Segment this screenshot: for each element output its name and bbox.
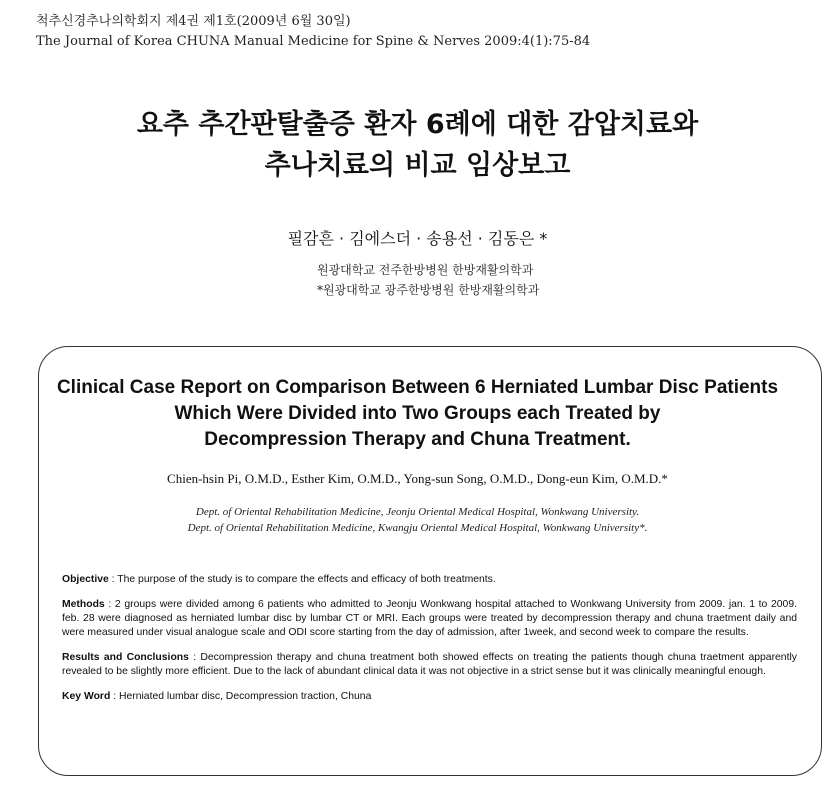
abstract-objective (62, 573, 797, 587)
abstract-keywords (62, 690, 797, 704)
results-label: Results and Conclusions (62, 652, 189, 663)
english-title (0, 375, 835, 453)
english-affiliation-1: Dept. of Oriental Rehabilitation Medicine, Jeonju Oriental Medical Hospital, Wonkwang University. (195, 506, 640, 518)
abstract-results (62, 651, 797, 679)
korean-affiliation-2: *원광대학교 광주한방병원 한방재활의학과 (317, 283, 540, 297)
journal-english-line: The Journal of Korea CHUNA Manual Medicine for Spine & Nerves 2009:4(1):75-84 (36, 34, 591, 49)
journal-header (36, 12, 590, 52)
english-authors: Chien-hsin Pi, O.M.D., Esther Kim, O.M.D., Yong-sun Song, O.M.D., Dong-eun Kim, O.M.D.* (167, 471, 668, 486)
methods-text: : 2 groups were divided among 6 patients who admitted to Jeonju Wonkwang hospital attached to Wonkwang University from 2009. jan. 1 to 2009. feb. 28 were diagnosed as herniated lumbar disc by lumbar CT or MRI. Each groups were treated by decompression therapy and chuna traetment daily and were measured under visual analogue scale and ODI score starting from the day of admission, after 1week, and second week to compare the results. (62, 599, 797, 638)
methods-label: Methods (62, 599, 105, 610)
english-affiliations (0, 504, 835, 536)
korean-authors: 필감흔 · 김에스더 · 송용선 · 김동은 * (287, 229, 548, 248)
objective-label: Objective (62, 574, 109, 585)
results-text: : Decompression therapy and chuna treatment both showed effects on treating the patients though chuna traetment apparently revealed to be slightly more efficient. Due to the lack of abundant clinical data it was not objective in a strict sense but it was clinically meaningful enough. (62, 652, 797, 677)
journal-korean-line: 척추신경추나의학회지 제4권 제1호(2009년 6월 30일) (36, 14, 351, 29)
korean-title-line1: 요추 추간판탈출증 환자 6례에 대한 감압치료와 (136, 109, 699, 140)
english-title-line2: Which Were Divided into Two Groups each Treated by (174, 403, 661, 424)
korean-title (0, 104, 835, 186)
english-title-line1: Clinical Case Report on Comparison Between 6 Herniated Lumbar Disc Patients (56, 377, 779, 398)
korean-affiliation-1: 원광대학교 전주한방병원 한방재활의학과 (317, 263, 534, 277)
abstract-methods (62, 598, 797, 640)
korean-title-line2: 추나치료의 비교 임상보고 (264, 150, 571, 181)
english-title-line3: Decompression Therapy and Chuna Treatment. (204, 429, 631, 450)
keyword-text: : Herniated lumbar disc, Decompression traction, Chuna (110, 691, 372, 702)
abstract-body (62, 573, 797, 715)
korean-affiliations (317, 260, 539, 300)
english-affiliation-2: Dept. of Oriental Rehabilitation Medicine, Kwangju Oriental Medical Hospital, Wonkwang University*. (187, 522, 648, 534)
keyword-label: Key Word (62, 691, 111, 702)
objective-text: : The purpose of the study is to compare the effects and efficacy of both treatments. (108, 574, 496, 585)
